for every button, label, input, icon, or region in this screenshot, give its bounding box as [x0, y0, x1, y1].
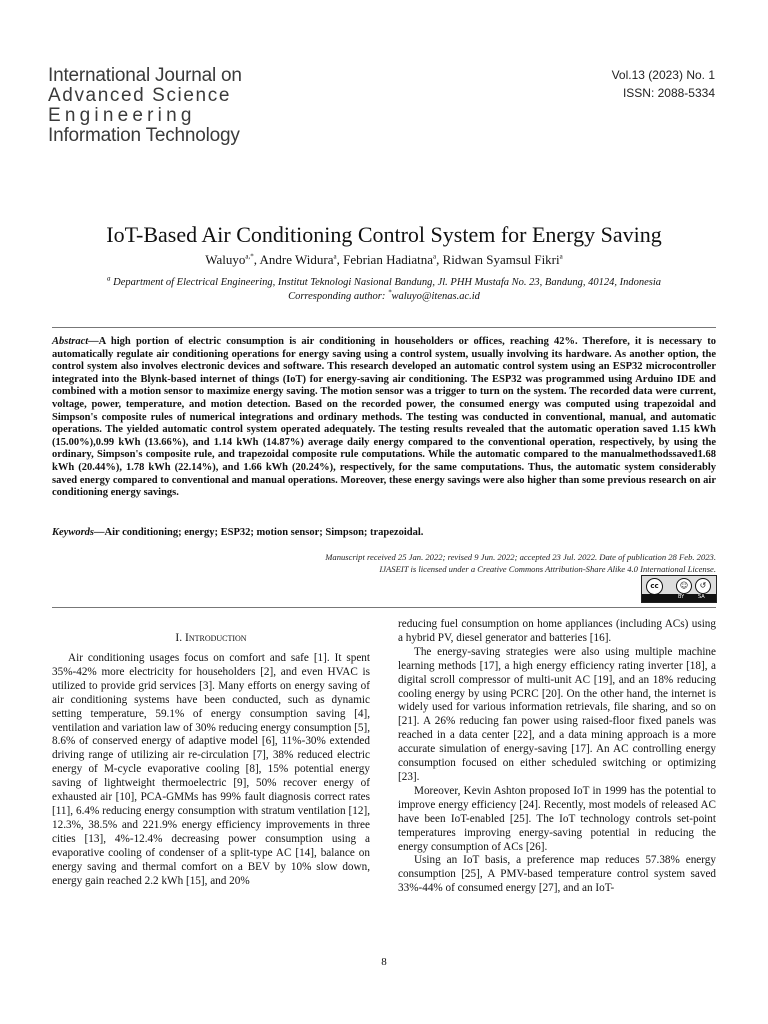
share-alike-icon: ↺ — [695, 578, 711, 594]
journal-logo — [48, 66, 308, 146]
affiliation-block — [40, 276, 728, 304]
section-title: Introduction — [184, 632, 247, 644]
author-mark: a — [433, 252, 437, 261]
body-column-right — [398, 618, 716, 896]
author-name: Febrian Hadiatna — [343, 252, 433, 267]
author-mark: a — [559, 252, 563, 261]
affiliation-mark: a — [106, 274, 111, 283]
badge-sa-label: SA — [698, 594, 705, 600]
cc-by-sa-badge[interactable] — [641, 575, 717, 603]
affiliation — [40, 276, 728, 290]
page-number: 8 — [381, 956, 387, 968]
journal-meta — [612, 66, 715, 102]
author-mark: a,* — [245, 252, 254, 261]
body-paragraph: Air conditioning usages focus on comfort and safe [1]. It spent 35%-42% more electricity for householders [2], and even HVAC is utilized to provide grid services [3]. Many efforts on energy saving of air conditioning systems have been conducted, such as dynamic setting temperature, 59.1% of energy consumption saving [4], ventilation and variation law of 30% reducing energy consumption [5], 8.6% of conserved energy of adaptive model [6], 11%-30% extended driving range of utilizing air re-circulation [7], 38% reduced electric energy of M-cycle evaporative cooling [8], 15% potential energy saving of lightweight thermoelectric [9], 50% recover energy of exhausted air [10], PCA-GMMs has 99% fault diagnosis correct rates [11], 6.4% reducing energy consumption with stratum ventilation [12], 12.3%, 38.5% and 221.9% energy efficiency improvements in three cities [13], 4%-12.4% decreasing power consumption using a evaporative cooling of condenser of a split-type AC [14], balance on energy saving and thermal comfort on a BEV by 10% slow down, energy gain reached 2.2 kWh [15], and 20% — [52, 652, 370, 887]
journal-logo-line: Engineering — [48, 105, 196, 126]
corresponding-mark: * — [388, 288, 392, 297]
volume-issue: Vol.13 (2023) No. 1 — [611, 68, 715, 82]
journal-logo-line: International Journal on — [48, 65, 242, 86]
journal-logo-line: Advanced Science — [48, 85, 231, 106]
keywords-label: Keywords — [52, 527, 94, 538]
keywords — [52, 527, 716, 538]
author-list: Waluyo$^{a,*}$, Andre Widura$^a$, Febrian Hadiatna$^a$, Ridwan Syamsul Fikri$^a$ — [205, 252, 563, 267]
body-paragraph: reducing fuel consumption on home appliances (including ACs) using a hybrid PV, diesel generator and batteries [16]. — [398, 618, 716, 644]
body-column-left — [52, 652, 370, 888]
paper-title: IoT-Based Air Conditioning Control System for Energy Saving — [106, 222, 662, 247]
badge-by-label: BY — [678, 594, 685, 600]
license-statement: IJASEIT is licensed under a Creative Commons Attribution-Share Alike 4.0 International License. — [379, 564, 716, 574]
journal-logo-line: Information Technology — [48, 125, 240, 146]
attribution-icon: ☺ — [676, 578, 692, 594]
body-top-divider — [52, 607, 716, 608]
corresponding-label: Corresponding author: — [288, 291, 386, 302]
affiliation-text: Department of Electrical Engineering, Institut Teknologi Nasional Bandung, Jl. PHH Mustafa No. 23, Bandung, 40124, Indonesia — [113, 277, 662, 288]
corresponding-author — [40, 290, 728, 304]
keywords-text: —Air conditioning; energy; ESP32; motion sensor; Simpson; trapezoidal. — [94, 527, 424, 538]
manuscript-info — [325, 551, 716, 575]
author-name: Ridwan Syamsul Fikri — [442, 252, 560, 267]
corresponding-email[interactable]: waluyo@itenas.ac.id — [391, 291, 480, 302]
author-name: Andre Widura — [259, 252, 334, 267]
issn: ISSN: 2088-5334 — [622, 86, 715, 100]
abstract — [52, 336, 716, 500]
abstract-top-divider — [52, 327, 716, 328]
body-paragraph: Moreover, Kevin Ashton proposed IoT in 1999 has the potential to improve energy efficiency [24]. Recently, most models of released AC have been IoT-enabled [25]. The IoT technology controls set-point temperatures improving energy-saving potential in reducing the energy consumption of ACs [26]. — [398, 784, 716, 853]
author-name: Waluyo — [205, 252, 246, 267]
body-paragraph: Using an IoT basis, a preference map reduces 57.38% energy consumption [25], A PMV-based temperature control system saved 33%-44% of consumed energy [27], and an IoT- — [398, 854, 716, 895]
abstract-label: Abstract — [52, 336, 89, 347]
section-number: I. — [175, 632, 183, 644]
cc-icon: cc — [646, 578, 663, 595]
abstract-text: —A high portion of electric consumption is air conditioning in householders or offices, reaching 42%. Therefore, it is necessary to automatically regulate air conditioning operations for energy saving using a control system, usually involving its hardware. As another option, the control system also involves electronic devices and software. This research developed an automatic control system using an ESP32 microcontroller integrated into the Blynk-based internet of things (IoT) for energy-saving air conditioning. The ESP32 was programmed using Arduino IDE and combined with a motion sensor to maximize energy saving. The motion sensor was a trigger to turn on the system. The recorded data were current, voltage, power, temperature, and motion detection. Based on the recorded power, the consumed energy was computed using trapezoidal and Simpson's composite rules of numerical integrations and ordinary methods. The testing was conducted in conventional, manual, and automatic operations. The yielded automatic control system operated adequately. The testing results revealed that the automatic operation saved 1.15 kWh (15.00%),0.99 kWh (13.66%), and 1.14 kWh (14.87%) average daily energy compared to the conventional operation, respectively, by using the ordinary, Simpson's composite rule, and trapezoidal composite rule computations. While the automatic compared to the manualmethodssaved1.68 kWh (20.44%), 1.78 kWh (22.14%), and 1.66 kWh (20.24%), respectively, for the same computations. Thus, the automatic system considerably saved energy compared to conventional and manual operations. Moreover, these energy savings were also higher than some previous research on air conditioning energy savings. — [52, 336, 716, 499]
manuscript-dates: Manuscript received 25 Jan. 2022; revised 9 Jun. 2022; accepted 23 Jul. 2022. Date of publication 28 Feb. 2023. — [325, 552, 716, 562]
author-mark: a — [333, 252, 337, 261]
section-heading — [52, 632, 370, 644]
body-paragraph: The energy-saving strategies were also using multiple machine learning methods [17], a high energy efficiency rating inverter [18], a digital scroll compressor of multi-unit AC [19], and an 18% reducing cooling energy by using PCRC [20]. On the other hand, the internet is widely used for various information retrievals, file sharing, and so on [21]. A 26% reducing fan power using raised-floor fixed panels was reached in a data center [22], and a data mining approach is a more accurate simulation of energy-saving [17]. An AC controlling energy consumption focused on either scheduled switching or optimizing [23]. — [398, 645, 716, 783]
